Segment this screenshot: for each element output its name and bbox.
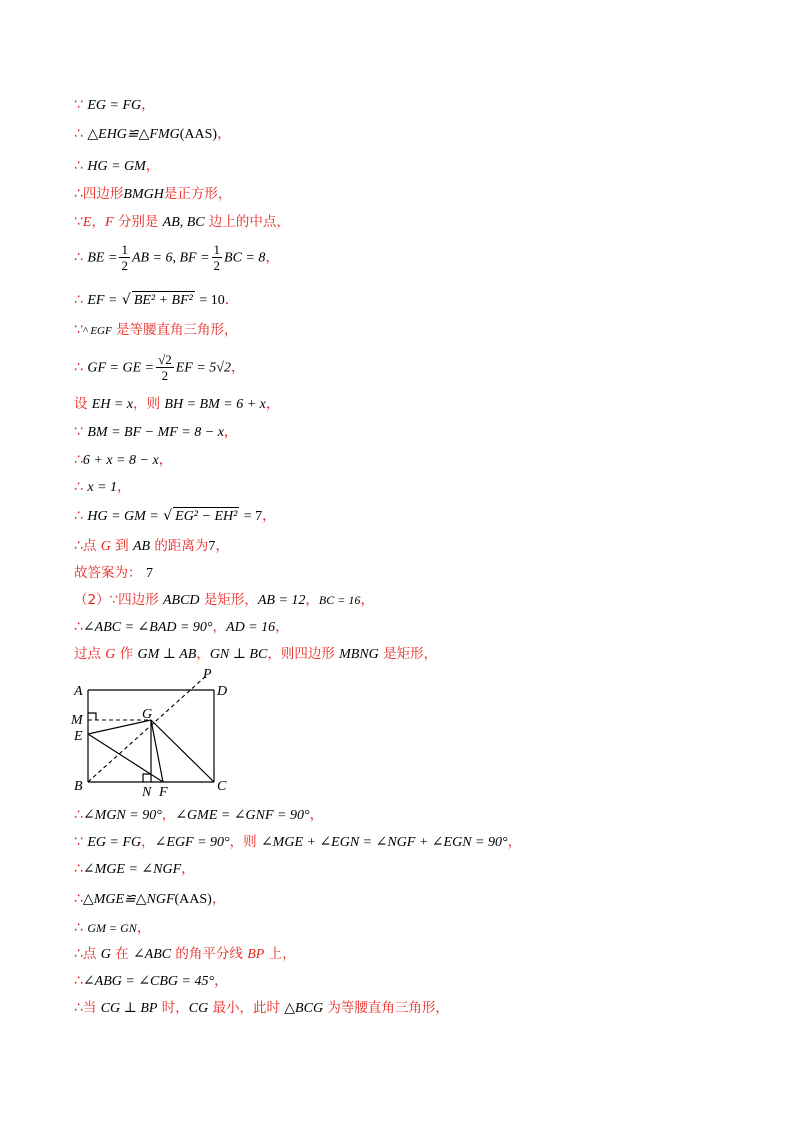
line-19: 过点 G 作 GM ⊥ AB，GN ⊥ BC，则四边形 MBNG 是矩形， — [74, 646, 438, 662]
segment-EF — [88, 734, 163, 782]
line-4: ∴四边形BMGH是正方形， — [74, 186, 232, 202]
line-20: ∴∠MGN = 90°，∠GME = ∠GNF = 90°， — [74, 807, 324, 823]
label-D: D — [217, 684, 228, 699]
line-13: ∴ x = 1， — [74, 479, 132, 495]
line-12: ∴6 + x = 8 − x， — [74, 452, 173, 468]
line-10: 设 EH = x，则 BH = BM = 6 + x， — [74, 396, 280, 412]
line-26: ∴∠ABG = ∠CBG = 45°， — [74, 973, 229, 989]
line-25: ∴点 G 在 ∠ABC 的角平分线 BP 上， — [74, 946, 296, 962]
line-8: ∵^ EGF 是等腰直角三角形， — [74, 322, 238, 338]
line-18: ∴∠ABC = ∠BAD = 90°，AD = 16， — [74, 619, 290, 635]
line-21: ∵ EG = FG，∠EGF = 90°，则 ∠MGE + ∠EGN = ∠NGF + ∠EGN = 90°， — [74, 834, 522, 850]
line-7: ∴ EF = √ BE² + BF² = 10． — [74, 292, 239, 308]
line-6: ∴ BE = $\frac{1}{2}$ AB = 6, BF = $\frac{1}{2}$ BC = 8， — [74, 242, 280, 273]
dashed-segment-BP — [88, 676, 206, 782]
line-23: ∴△MGE≌△NGF(AAS)， — [74, 891, 226, 907]
segment-EG — [88, 720, 151, 734]
geometry-figure — [66, 666, 236, 800]
fraction-sqrt2-over-2: $\frac{√2}{2}$ — [158, 352, 172, 383]
label-C: C — [217, 779, 227, 794]
line-9: ∴ GF = GE = $\frac{√2}{2}$ EF = 5√2， — [74, 352, 245, 383]
line-14: ∴ HG = GM = √ EG² − EH² = 7， — [74, 508, 277, 524]
label-B: B — [74, 779, 83, 794]
line-17: （2）∵四边形 ABCD 是矩形，AB = 12，BC = 16， — [74, 592, 375, 608]
label-P: P — [203, 667, 212, 682]
line-27: ∴当 CG ⊥ BP 时，CG 最小，此时 △BCG 为等腰直角三角形， — [74, 1000, 449, 1016]
line-2: ∴ △EHG≌△FMG(AAS)， — [74, 126, 232, 142]
line-22: ∴∠MGE = ∠NGF， — [74, 861, 196, 877]
line-1: ∵ EG = FG， — [74, 97, 156, 113]
line-11: ∵ BM = BF − MF = 8 − x， — [74, 424, 238, 440]
right-angle-mark-M — [88, 713, 96, 720]
fraction-half-2: $\frac{1}{2}$ — [213, 242, 221, 273]
line-24: ∴ GM = GN， — [74, 920, 151, 936]
fraction-half-1: $\frac{1}{2}$ — [121, 242, 128, 273]
line-5: ∵E，F 分别是 AB, BC 边上的中点， — [74, 214, 290, 230]
line-16: 故答案为： 7 — [74, 565, 153, 581]
label-A: A — [74, 684, 83, 699]
line-15: ∴点 G 到 AB 的距离为7， — [74, 538, 230, 554]
right-angle-mark-N — [143, 774, 151, 782]
label-E: E — [74, 729, 83, 744]
label-N: N — [142, 785, 152, 800]
label-M: M — [71, 713, 83, 728]
label-G: G — [142, 707, 153, 722]
sqrt-expression-1: BE² + BF² — [133, 293, 193, 308]
sqrt-expression-2: EG² − EH² — [175, 509, 238, 524]
label-F: F — [159, 785, 168, 800]
line-3: ∴ HG = GM， — [74, 158, 160, 174]
segment-GC — [151, 720, 214, 782]
